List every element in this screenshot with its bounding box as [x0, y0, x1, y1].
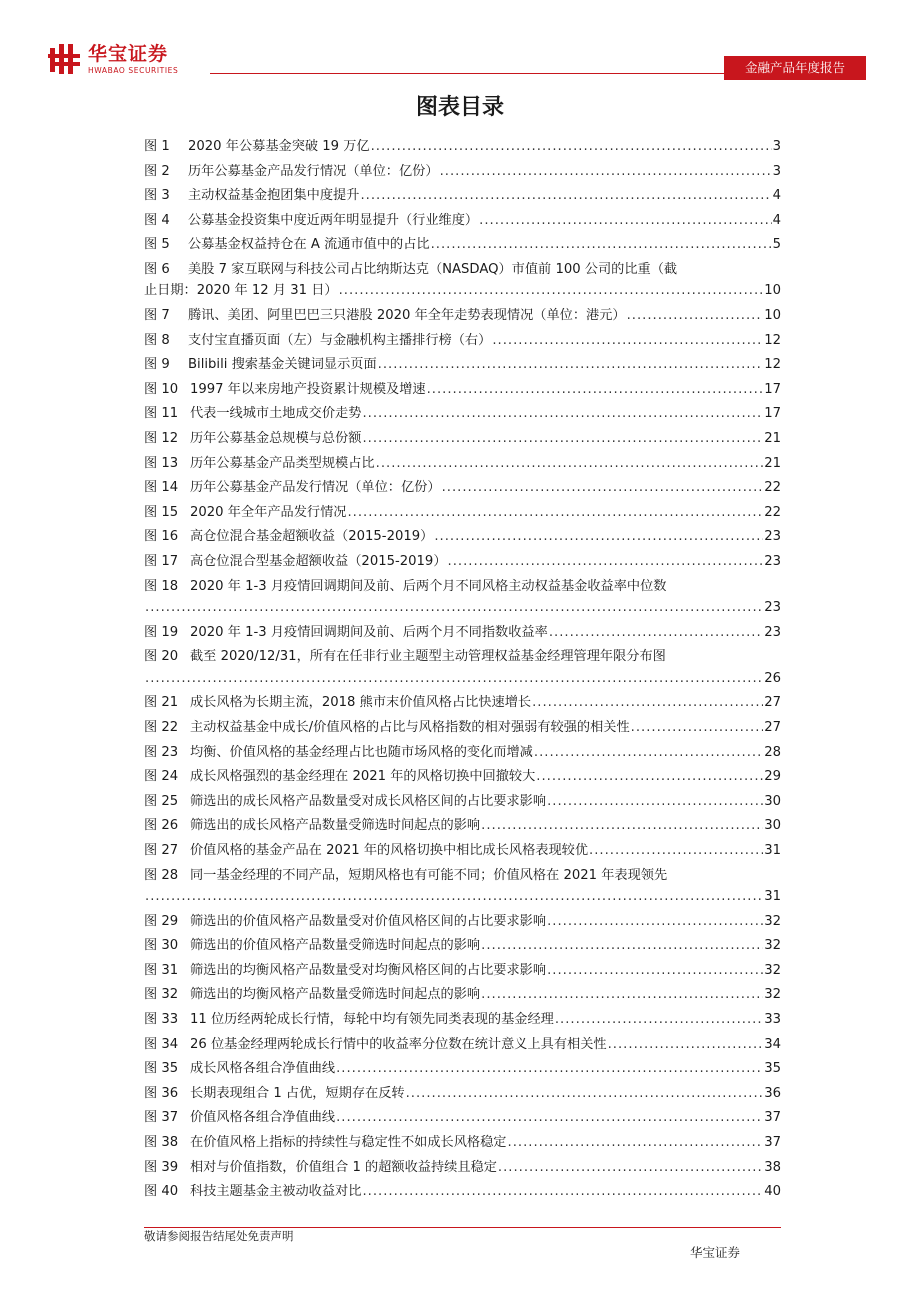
toc-entry-title: 2020 年 1-3 月疫情回调期间及前、后两个月不同风格主动权益基金收益率中位数	[190, 578, 667, 594]
toc-entry[interactable]	[144, 453, 781, 475]
toc-leader-dots	[536, 766, 763, 788]
company-logo	[48, 42, 208, 76]
toc-entry-page: 21	[764, 455, 781, 471]
toc-leader-dots	[549, 622, 763, 644]
toc-entry[interactable]	[144, 379, 781, 401]
toc-entry-label: 图 11	[144, 406, 179, 422]
toc-entry[interactable]	[144, 428, 781, 450]
toc-entry-title: 2020 年公募基金突破 19 万亿	[188, 139, 370, 154]
toc-entry-page: 32	[764, 987, 781, 1003]
toc-entry-title: 11 位历经两轮成长行情，每轮中均有领先同类表现的基金经理	[190, 1012, 554, 1027]
toc-entry-page: 10	[764, 283, 781, 299]
toc-entry-page: 30	[764, 793, 781, 809]
toc-entry-title: 公募基金权益持仓在 A 流通市值中的占比	[188, 237, 430, 253]
toc-entry-label: 图 32	[144, 987, 179, 1003]
toc-entry-page: 23	[764, 554, 781, 569]
toc-leader-dots	[362, 428, 763, 450]
toc-entry-title: 筛选出的价值风格产品数量受对价值风格区间的占比要求影响	[190, 913, 547, 929]
toc-entry-label: 图 28	[144, 867, 179, 883]
toc-entry-page: 28	[764, 744, 781, 760]
toc-entry[interactable]	[144, 865, 781, 908]
toc-leader-dots	[479, 210, 771, 232]
toc-leader-dots	[547, 960, 763, 982]
toc-entry-label: 图 13	[144, 455, 179, 471]
toc-entry-page: 31	[764, 889, 781, 905]
toc-entry[interactable]	[144, 717, 781, 739]
toc-leader-dots	[440, 161, 772, 183]
toc-entry-label: 图 26	[144, 818, 179, 834]
toc-leader-dots	[498, 1157, 763, 1179]
toc-entry-page: 23	[764, 624, 781, 640]
toc-leader-dots	[339, 280, 764, 302]
toc-entry-page: 23	[764, 529, 781, 545]
page-title: 图表目录	[415, 94, 504, 120]
toc-leader-dots	[362, 403, 763, 425]
toc-leader-dots	[627, 305, 764, 327]
toc-leader-dots	[608, 1034, 764, 1056]
toc-entry-page: 27	[764, 719, 781, 735]
toc-entry[interactable]	[144, 210, 781, 232]
toc-leader-dots	[532, 692, 763, 714]
toc-entry[interactable]	[144, 161, 781, 183]
toc-leader-dots	[442, 477, 764, 499]
toc-entry-label: 图 24	[144, 769, 179, 785]
toc-entry-label: 图 21	[144, 695, 179, 711]
toc-leader-dots	[481, 815, 763, 837]
toc-entry-label: 图 16	[144, 529, 179, 545]
brand-name-en: HWABAO SECURITIES	[88, 66, 179, 75]
toc-entry-page: 32	[764, 913, 781, 929]
toc-leader-dots	[547, 911, 763, 933]
toc-entry-page: 22	[764, 504, 781, 520]
toc-entry-title: 筛选出的价值风格产品数量受筛选时间起点的影响	[190, 938, 481, 954]
toc-entry-page: 31	[764, 842, 781, 858]
toc-entry-label: 图 9	[144, 357, 170, 373]
toc-entry[interactable]	[144, 185, 781, 207]
toc-entry-title: 价值风格的基金产品在 2021 年的风格切换中相比成长风格表现较优	[190, 842, 589, 858]
toc-entry-label: 图 14	[144, 480, 179, 496]
page-header	[0, 0, 920, 90]
toc-entry[interactable]	[144, 815, 781, 837]
toc-entry-page: 4	[772, 212, 781, 228]
toc-entry-page: 12	[764, 332, 781, 348]
toc-entry-page: 35	[764, 1061, 781, 1077]
toc-entry-page: 17	[764, 406, 781, 422]
toc-entry[interactable]	[144, 551, 781, 573]
toc-entry-page: 17	[764, 381, 781, 397]
toc-entry-title: 1997 年以来房地产投资累计规模及增速	[190, 381, 426, 397]
toc-entry-label: 图 2	[144, 163, 170, 179]
toc-leader-dots	[427, 379, 764, 401]
toc-leader-dots	[145, 597, 763, 619]
toc-entry-page: 4	[772, 188, 781, 204]
figure-table-of-contents	[144, 136, 781, 1206]
toc-leader-dots	[589, 840, 763, 862]
toc-entry-label: 图 3	[144, 188, 170, 204]
toc-entry-label: 图 29	[144, 913, 179, 929]
toc-entry-title: 相对与价值指数，价值组合 1 的超额收益持续且稳定	[190, 1159, 497, 1175]
toc-entry-label: 图 30	[144, 938, 179, 954]
toc-entry[interactable]	[144, 1181, 781, 1203]
toc-leader-dots	[336, 1058, 763, 1080]
toc-entry[interactable]	[144, 259, 781, 302]
toc-entry-page: 5	[772, 237, 781, 253]
toc-entry[interactable]	[144, 984, 781, 1006]
toc-entry-title: 成长风格强烈的基金经理在 2021 年的风格切换中回撤较大	[190, 769, 536, 785]
toc-leader-dots	[492, 330, 763, 352]
toc-entry-label: 图 7	[144, 308, 170, 324]
toc-leader-dots	[631, 717, 764, 739]
toc-entry-label: 图 22	[144, 719, 179, 735]
toc-entry[interactable]	[144, 136, 781, 158]
brand-name-cn: 华宝证券	[88, 43, 169, 65]
toc-entry-title: 截至 2020/12/31，所有在任非行业主题型主动管理权益基金经理管理年限分布图	[190, 649, 666, 665]
toc-leader-dots	[145, 886, 763, 908]
toc-entry[interactable]	[144, 840, 781, 862]
toc-entry-label: 图 37	[144, 1110, 179, 1126]
toc-entry[interactable]	[144, 742, 781, 764]
toc-entry[interactable]	[144, 622, 781, 644]
toc-leader-dots	[481, 984, 763, 1006]
toc-entry-label: 图 8	[144, 332, 170, 348]
toc-entry[interactable]	[144, 477, 781, 499]
toc-entry-title: 代表一线城市土地成交价走势	[190, 406, 362, 422]
toc-leader-dots	[434, 526, 763, 548]
toc-entry-title: 2020 年全年产品发行情况	[190, 504, 347, 520]
toc-entry[interactable]	[144, 1083, 781, 1105]
toc-entry-page: 36	[764, 1085, 781, 1101]
toc-leader-dots	[508, 1132, 764, 1154]
toc-entry-label: 图 20	[144, 649, 179, 665]
toc-entry-label: 图 40	[144, 1184, 179, 1200]
toc-entry-title: 美股 7 家互联网与科技公司占比纳斯达克（NASDAQ）市值前 100 公司的比重（截	[188, 261, 678, 277]
toc-entry[interactable]	[144, 576, 781, 619]
toc-entry-title: 腾讯、美团、阿里巴巴三只港股 2020 年全年走势表现情况（单位：港元）	[188, 308, 626, 324]
toc-leader-dots	[360, 185, 771, 207]
toc-entry-page: 26	[764, 670, 781, 686]
toc-leader-dots	[481, 935, 763, 957]
toc-leader-dots	[376, 453, 764, 475]
toc-entry-title: 历年公募基金产品发行情况（单位：亿份）	[188, 163, 439, 179]
toc-entry-page: 3	[772, 139, 781, 154]
toc-entry[interactable]	[144, 766, 781, 788]
toc-entry[interactable]	[144, 1157, 781, 1179]
toc-entry-page: 27	[764, 695, 781, 711]
logo-mark-icon	[48, 42, 82, 76]
toc-entry-label: 图 5	[144, 237, 170, 253]
header-divider	[210, 73, 724, 74]
toc-entry-title: 价值风格各组合净值曲线	[190, 1110, 336, 1126]
toc-entry[interactable]	[144, 502, 781, 524]
toc-leader-dots	[347, 502, 763, 524]
toc-entry-label: 图 12	[144, 431, 179, 447]
toc-leader-dots	[378, 354, 764, 376]
toc-entry-label: 图 36	[144, 1085, 179, 1101]
toc-entry-label: 图 1	[144, 139, 170, 154]
toc-leader-dots	[547, 791, 763, 813]
toc-entry[interactable]	[144, 692, 781, 714]
toc-entry-label: 图 6	[144, 261, 170, 277]
toc-entry-label: 图 33	[144, 1012, 179, 1027]
toc-entry-page: 10	[764, 308, 781, 324]
toc-leader-dots	[555, 1009, 763, 1031]
toc-entry-page: 37	[764, 1134, 781, 1150]
toc-entry-page: 23	[764, 600, 781, 616]
toc-entry[interactable]	[144, 305, 781, 327]
toc-entry[interactable]	[144, 911, 781, 933]
toc-leader-dots	[406, 1083, 764, 1105]
toc-entry[interactable]	[144, 234, 781, 256]
toc-entry-title: Bilibili 搜索基金关键词显示页面	[188, 357, 377, 373]
toc-entry-label: 图 34	[144, 1036, 179, 1052]
toc-leader-dots	[145, 668, 763, 690]
toc-entry-title: 历年公募基金产品发行情况（单位：亿份）	[190, 480, 441, 496]
toc-entry-title: 2020 年 1-3 月疫情回调期间及前、后两个月不同指数收益率	[190, 624, 548, 640]
toc-entry-label: 图 4	[144, 212, 170, 228]
toc-entry-title: 在价值风格上指标的持续性与稳定性不如成长风格稳定	[190, 1134, 507, 1150]
toc-entry-label: 图 18	[144, 578, 179, 594]
toc-entry-title: 筛选出的成长风格产品数量受对成长风格区间的占比要求影响	[190, 793, 547, 809]
toc-entry-label: 图 38	[144, 1134, 179, 1150]
toc-entry-title: 科技主题基金主被动收益对比	[190, 1184, 362, 1200]
toc-entry[interactable]	[144, 1009, 781, 1031]
toc-entry-page: 32	[764, 938, 781, 954]
toc-entry-label: 图 31	[144, 962, 179, 978]
toc-entry-page: 3	[772, 163, 781, 179]
report-type-badge: 金融产品年度报告	[724, 56, 866, 80]
toc-leader-dots	[336, 1107, 763, 1129]
toc-entry-title: 长期表现组合 1 占优，短期存在反转	[190, 1085, 405, 1101]
toc-entry-page: 29	[764, 769, 781, 785]
toc-entry-label: 图 35	[144, 1061, 179, 1077]
toc-leader-dots	[534, 742, 763, 764]
toc-entry-page: 34	[764, 1036, 781, 1052]
toc-entry-title: 主动权益基金抱团集中度提升	[188, 188, 360, 204]
toc-entry-title: 支付宝直播页面（左）与金融机构主播排行榜（右）	[188, 332, 492, 348]
toc-entry[interactable]	[144, 1107, 781, 1129]
toc-leader-dots	[448, 551, 764, 573]
toc-entry-title: 同一基金经理的不同产品，短期风格也有可能不同；价值风格在 2021 年表现领先	[190, 867, 668, 883]
toc-entry-label: 图 39	[144, 1159, 179, 1175]
toc-entry-title: 成长风格为长期主流，2018 熊市末价值风格占比快速增长	[190, 695, 532, 711]
toc-entry[interactable]	[144, 1034, 781, 1056]
toc-entry-title: 筛选出的成长风格产品数量受筛选时间起点的影响	[190, 818, 481, 834]
toc-entry-title: 26 位基金经理两轮成长行情中的收益率分位数在统计意义上具有相关性	[190, 1036, 607, 1052]
toc-entry-label: 图 19	[144, 624, 179, 640]
toc-leader-dots	[431, 234, 772, 256]
toc-entry-page: 30	[764, 818, 781, 834]
footer-disclaimer: 敬请参阅报告结尾处免责声明	[144, 1229, 294, 1243]
toc-entry-title: 主动权益基金中成长/价值风格的占比与风格指数的相对强弱有较强的相关性	[190, 719, 630, 735]
toc-entry-page: 37	[764, 1110, 781, 1126]
toc-entry-page: 32	[764, 962, 781, 978]
toc-entry-label: 图 15	[144, 504, 179, 520]
toc-entry[interactable]	[144, 1058, 781, 1080]
toc-entry-title: 均衡、价值风格的基金经理占比也随市场风格的变化而增减	[190, 744, 533, 760]
toc-entry[interactable]	[144, 1132, 781, 1154]
footer-brand: 华宝证券	[690, 1245, 741, 1260]
toc-leader-dots	[362, 1181, 763, 1203]
toc-entry-label: 图 10	[144, 381, 179, 397]
toc-entry-title: 公募基金投资集中度近两年明显提升（行业维度）	[188, 212, 479, 228]
toc-entry-page: 21	[764, 431, 781, 447]
toc-entry[interactable]	[144, 646, 781, 689]
toc-entry-title: 筛选出的均衡风格产品数量受对均衡风格区间的占比要求影响	[190, 962, 547, 978]
toc-entry[interactable]	[144, 960, 781, 982]
toc-entry[interactable]	[144, 935, 781, 957]
toc-entry-page: 12	[764, 357, 781, 373]
toc-entry-label: 图 25	[144, 793, 179, 809]
toc-entry[interactable]	[144, 403, 781, 425]
toc-entry-page: 22	[764, 480, 781, 496]
toc-entry-title: 成长风格各组合净值曲线	[190, 1061, 336, 1077]
toc-entry-title: 高仓位混合基金超额收益（2015-2019）	[190, 529, 434, 545]
toc-entry-label: 图 23	[144, 744, 179, 760]
toc-entry[interactable]	[144, 791, 781, 813]
toc-entry-label: 图 17	[144, 554, 179, 569]
toc-entry-title: 筛选出的均衡风格产品数量受筛选时间起点的影响	[190, 987, 481, 1003]
toc-entry[interactable]	[144, 354, 781, 376]
toc-entry-title-continued: 止日期：2020 年 12 月 31 日）	[144, 283, 338, 299]
toc-entry[interactable]	[144, 330, 781, 352]
toc-entry-title: 高仓位混合型基金超额收益（2015-2019）	[190, 554, 447, 569]
toc-entry-page: 40	[764, 1184, 781, 1200]
toc-entry[interactable]	[144, 526, 781, 548]
toc-entry-label: 图 27	[144, 842, 179, 858]
toc-entry-title: 历年公募基金产品类型规模占比	[190, 455, 375, 471]
toc-entry-page: 38	[764, 1159, 781, 1175]
toc-entry-title: 历年公募基金总规模与总份额	[190, 431, 362, 447]
toc-leader-dots	[371, 136, 772, 158]
toc-entry-page: 33	[764, 1012, 781, 1027]
